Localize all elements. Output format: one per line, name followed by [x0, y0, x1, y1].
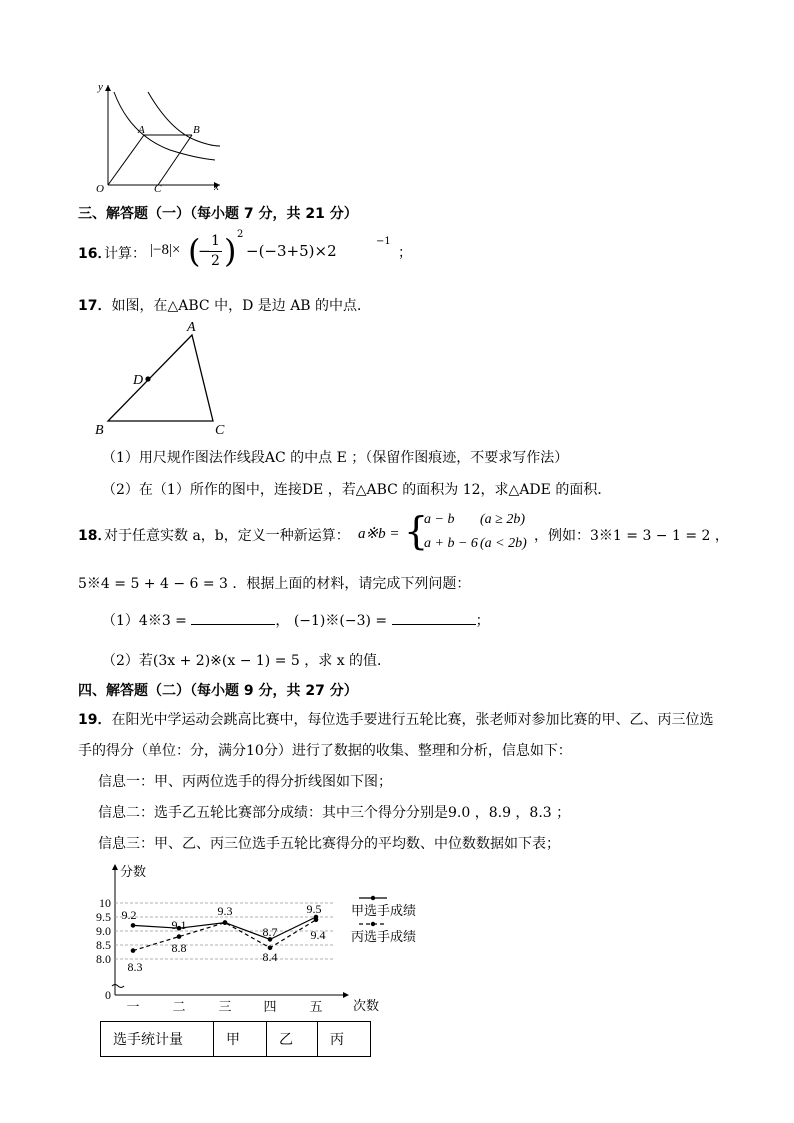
- axis-break: [112, 985, 124, 988]
- frac-num: 1: [211, 233, 220, 249]
- score-line-chart: [85, 858, 435, 1018]
- case1-cond: (a ≥ 2b): [480, 512, 526, 527]
- y-tick-label: 0: [105, 988, 111, 1002]
- frac-den: 2: [211, 253, 220, 269]
- y-axis-arrow: [112, 864, 118, 870]
- q17-part-1: （1）用尺规作图法作线段AC 的中点 E ；（保留作图痕迹，不要求写作法）: [102, 450, 569, 466]
- table-row: [101, 1022, 371, 1057]
- question-number: 18．: [78, 528, 112, 544]
- section-heading: 四、解答题（二）（每小题 9 分，共 27 分）: [78, 683, 358, 699]
- data-label: 9.1: [171, 918, 187, 932]
- table-header-cell: 选手统计量: [101, 1022, 214, 1057]
- answer-blank-1[interactable]: [191, 610, 275, 625]
- x-axis-arrow: [343, 992, 349, 998]
- q17-part-2: （2）在（1）所作的图中，连接DE ，若△ABC 的面积为 12，求△ADE 的面积．: [102, 482, 612, 498]
- question-19-line-2: 手的得分（单位：分，满分10分）进行了数据的收集、整理和分析，信息如下：: [78, 743, 572, 759]
- hyperbola-figure: [90, 80, 230, 195]
- y-tick-label: 8.0: [96, 952, 111, 966]
- math-expr: |−8|×: [150, 242, 181, 258]
- info-3: 信息三：甲、乙、丙三位选手五轮比赛得分的平均数、中位数数据如下表；: [98, 836, 560, 852]
- table-header-cell: 甲: [214, 1022, 267, 1057]
- data-label: 9.5: [306, 902, 322, 916]
- math-expr-2: −(−3+5)×2: [246, 242, 337, 260]
- q18-part-2: （2）若(3x + 2)※(x − 1) = 5 ，求 x 的值．: [102, 653, 392, 669]
- question-number: 16．: [78, 246, 112, 262]
- part1-sep: ，: [275, 613, 290, 629]
- x-tick-label: 三: [218, 999, 232, 1014]
- question-18: [78, 509, 729, 560]
- y-tick-label: 8.5: [96, 938, 111, 952]
- question-text: 如图，在△ABC 中，D 是边 AB 的中点．: [111, 298, 372, 314]
- brace: {: [404, 509, 429, 553]
- data-label: 9.3: [217, 904, 233, 918]
- point-label-O: O: [96, 183, 104, 195]
- point-label-D: D: [133, 373, 144, 388]
- section-heading: 三、解答题（一）（每小题 7 分，共 21 分）: [78, 206, 358, 222]
- question-17: [78, 295, 371, 315]
- legend-point-bing: [371, 922, 375, 926]
- part1-b: (−1)※(−3) =: [293, 613, 388, 629]
- def-lhs: a※b =: [358, 526, 400, 542]
- info-1: 信息一：甲、丙两位选手的得分折线图如下图；: [98, 774, 392, 790]
- data-label: 9.4: [310, 928, 326, 942]
- data-point-bing: [314, 918, 319, 923]
- exponent-2: −1: [376, 236, 391, 247]
- vertex-label-B: B: [95, 423, 104, 438]
- neg-sign: −: [198, 242, 211, 260]
- question-text: 计算：: [104, 246, 146, 262]
- data-point-bing: [223, 920, 228, 925]
- x-tick-label: 二: [172, 999, 186, 1014]
- x-axis-title: 次数: [353, 998, 380, 1013]
- data-label: 8.8: [171, 941, 187, 955]
- case1-expr: a − b: [424, 512, 455, 527]
- question-number: 17．: [78, 298, 112, 314]
- question-text: 在阳光中学运动会跳高比赛中，每位选手要进行五轮比赛，张老师对参加比赛的甲、乙、丙三位选: [111, 712, 714, 728]
- q18-line-2: 5※4 = 5 + 4 − 6 = 3 ．根据上面的材料，请完成下列问题：: [78, 576, 471, 592]
- x-tick-label: 一: [126, 999, 140, 1014]
- question-number: 19．: [78, 712, 112, 728]
- axis-label-x: x: [214, 181, 219, 193]
- data-label: 9.2: [121, 908, 137, 922]
- answer-blank-2[interactable]: [392, 610, 476, 625]
- point-label-C: C: [154, 183, 162, 195]
- legend-label-jia: 甲选手成绩: [351, 903, 417, 918]
- data-point-jia: [131, 923, 136, 928]
- point-label-A: A: [138, 124, 145, 136]
- case2-cond: (a < 2b): [480, 536, 527, 551]
- data-label: 8.3: [127, 960, 143, 974]
- point-label-B: B: [193, 124, 200, 136]
- stats-table: [100, 1021, 371, 1057]
- x-tick-label: 四: [263, 999, 277, 1014]
- y-tick-label: 9.0: [96, 924, 111, 938]
- info-2: 信息二：选手乙五轮比赛部分成绩：其中三个得分分别是9.0 ，8.9 ，8.3 ；: [98, 805, 571, 821]
- table-header-cell: 丙: [318, 1022, 371, 1057]
- punct: ；: [398, 245, 412, 261]
- axis-label-y: y: [98, 81, 103, 93]
- frac-bar: [208, 251, 222, 252]
- y-axis-title: 分数: [120, 864, 147, 879]
- example-text: ，例如：3※1 = 3 − 1 = 2 ，: [534, 528, 729, 544]
- vertex-label-A: A: [187, 320, 196, 335]
- q18-part-1: [102, 610, 490, 630]
- part1-end: ；: [475, 613, 490, 629]
- data-label: 8.7: [262, 925, 278, 939]
- vertex-label-C: C: [215, 423, 225, 438]
- part1-a: （1）4※3 =: [102, 613, 187, 629]
- x-tick-label: 五: [309, 999, 323, 1014]
- legend-point-jia: [371, 896, 375, 900]
- exponent: 2: [237, 229, 244, 240]
- paren-close: ): [224, 232, 237, 270]
- legend-label-bing: 丙选手成绩: [351, 929, 417, 944]
- question-text: 对于任意实数 a，b，定义一种新运算：: [104, 528, 350, 544]
- data-label: 8.4: [262, 950, 278, 964]
- data-point-bing: [177, 934, 182, 939]
- data-point-bing: [131, 948, 136, 953]
- case2-expr: a + b − 6: [424, 536, 478, 551]
- question-19-line-1: [78, 709, 713, 729]
- table-header-cell: 乙: [267, 1022, 318, 1057]
- paren-open: (: [188, 232, 201, 270]
- y-tick-label: 9.5: [96, 910, 111, 924]
- triangle-figure: [90, 315, 240, 440]
- y-tick-label: 10: [99, 896, 111, 910]
